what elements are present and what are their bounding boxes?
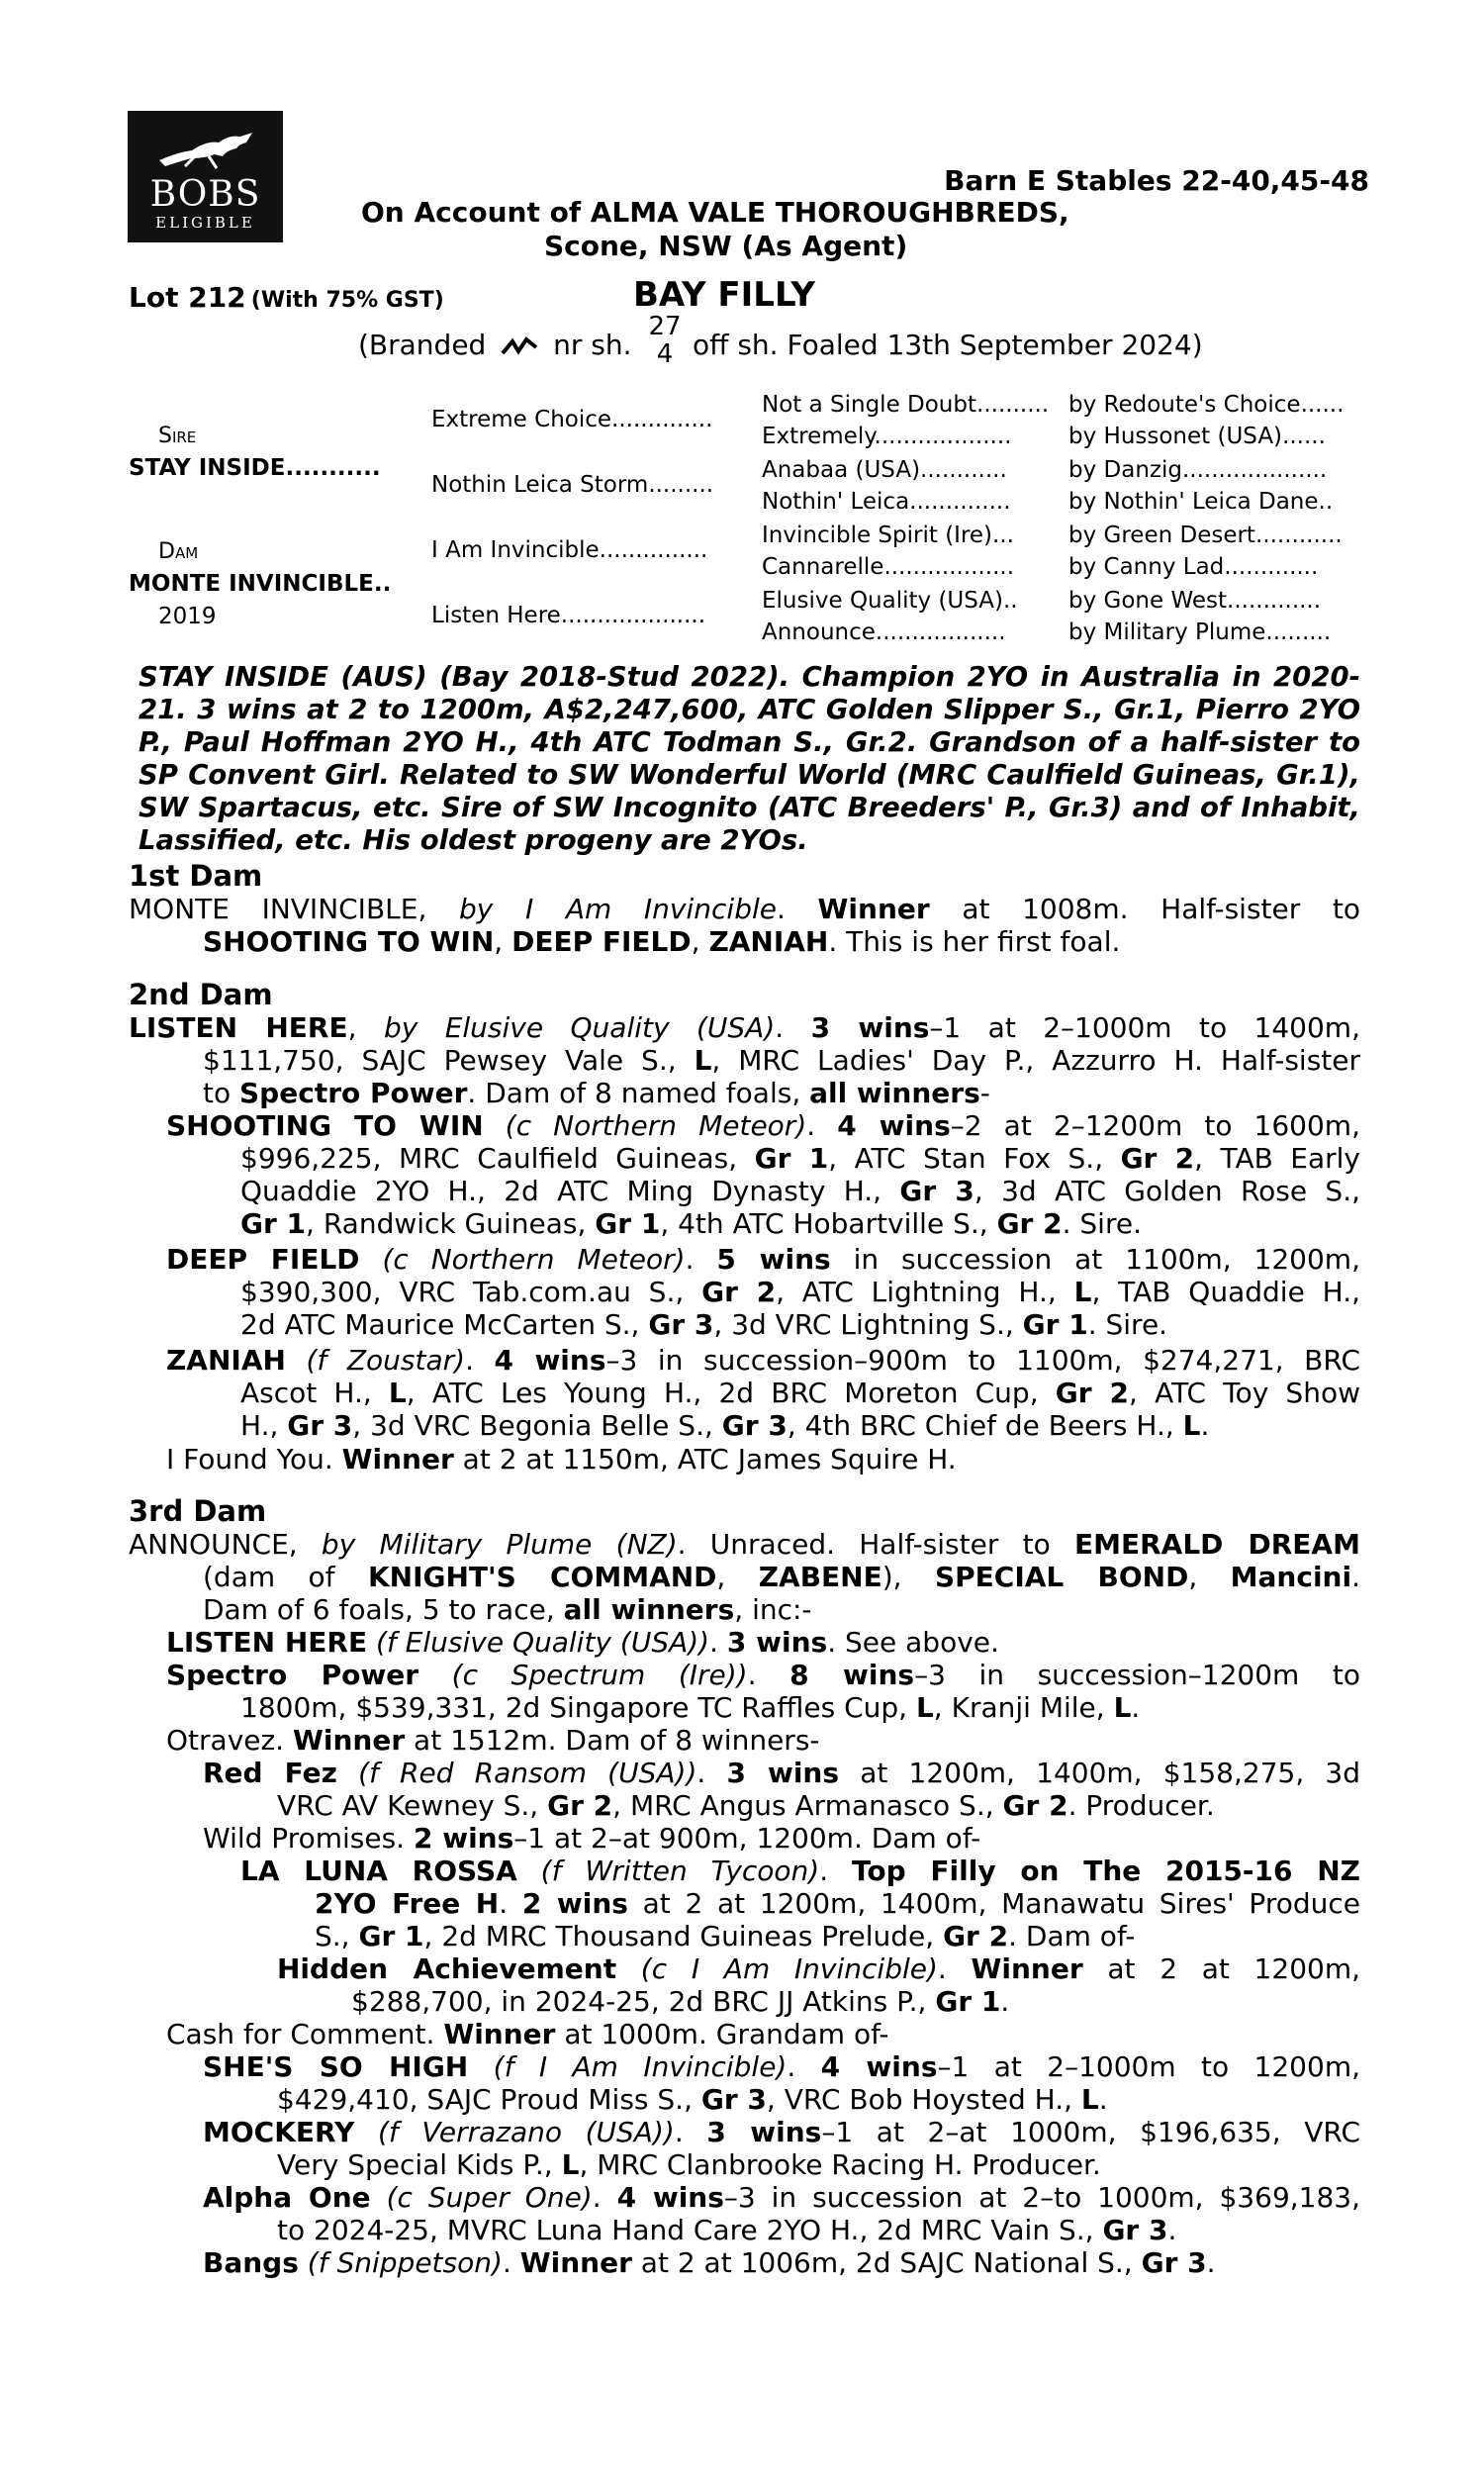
text-run: Winner bbox=[443, 2018, 556, 2050]
text-run: . bbox=[776, 893, 818, 925]
gen3-by-3: by Danzig.................... bbox=[1068, 457, 1328, 483]
text-run: , ATC Les Young H., 2d BRC Moreton Cup, bbox=[406, 1377, 1056, 1409]
text-run: 2 wins bbox=[521, 1887, 628, 1920]
gen3-by-6: by Canny Lad............. bbox=[1068, 554, 1319, 580]
account-line-1: On Account of ALMA VALE THOROUGHBREDS, bbox=[361, 196, 1069, 229]
text-run: DEEP FIELD bbox=[511, 925, 692, 958]
shooting-line-1 bbox=[166, 1109, 1360, 1142]
text-run: , bbox=[1188, 1561, 1231, 1593]
text-run: 4 wins bbox=[616, 2181, 724, 2214]
text-run: DEEP FIELD bbox=[166, 1243, 360, 1276]
dam1-line-2 bbox=[203, 925, 1120, 958]
gen3-name-1: Not a Single Doubt.......... bbox=[762, 392, 1050, 418]
text-run: . bbox=[685, 1243, 717, 1276]
foal-year: 2019 bbox=[158, 604, 217, 629]
text-run: –1 at 2–at 1000m, $196,635, VRC bbox=[821, 2116, 1360, 2148]
text-run: (f Zoustar) bbox=[285, 1344, 466, 1377]
gen3-by-8-text: by Military Plume bbox=[1068, 619, 1266, 645]
text-run: Cash for Comment. bbox=[166, 2018, 444, 2050]
text-run: by I Am Invincible bbox=[458, 893, 777, 925]
gen2-4: Listen Here.................... bbox=[431, 603, 706, 628]
text-run: Gr 2 bbox=[1120, 1142, 1195, 1175]
text-run: Winner bbox=[292, 1724, 406, 1757]
text-run: MOCKERY bbox=[203, 2116, 355, 2148]
text-run: . bbox=[1351, 1561, 1360, 1593]
horse-icon bbox=[157, 131, 256, 170]
text-run: Spectro Power bbox=[166, 1659, 419, 1691]
text-run: 2 wins bbox=[413, 1822, 514, 1855]
text-run: all winners bbox=[809, 1077, 980, 1109]
bangs-line bbox=[203, 2246, 1216, 2279]
text-run: , 3d VRC Lightning S., bbox=[713, 1308, 1023, 1341]
text-run: . bbox=[465, 1344, 495, 1377]
lot-line bbox=[129, 281, 444, 314]
mockery-line-2 bbox=[277, 2148, 1101, 2181]
gen3-by-2-text: by Hussonet (USA) bbox=[1068, 424, 1283, 449]
text-run: . bbox=[937, 1952, 972, 1985]
text-run: . bbox=[696, 1757, 727, 1789]
text-run: . bbox=[1167, 2214, 1177, 2246]
text-run: (f Written Tycoon) bbox=[516, 1855, 820, 1887]
gen3-8: Announce bbox=[762, 619, 876, 645]
text-run: Alpha One bbox=[203, 2181, 371, 2214]
text-run: L bbox=[694, 1044, 712, 1077]
text-run: Gr 3 bbox=[287, 1409, 353, 1442]
brand-mark-icon bbox=[501, 335, 538, 357]
text-run: –1 at 2–1000m to 1200m, bbox=[937, 2050, 1360, 2083]
gen3-3: Anabaa (USA) bbox=[762, 457, 921, 483]
text-run: , MRC Ladies' Day P., Azzurro H. Half-sister bbox=[711, 1044, 1360, 1077]
gen3-4: Nothin' Leica bbox=[762, 489, 910, 515]
dam2-line-3 bbox=[203, 1077, 990, 1109]
text-run: Gr 1 bbox=[754, 1142, 829, 1175]
text-run: , 4th ATC Hobartville S., bbox=[660, 1207, 997, 1240]
text-run: (f Elusive Quality (USA)) bbox=[367, 1626, 710, 1659]
dam2-line-2 bbox=[203, 1044, 1360, 1077]
text-run: Gr 3 bbox=[899, 1175, 974, 1207]
text-run: ZANIAH bbox=[708, 925, 829, 958]
gen3-by-1-text: by Redoute's Choice bbox=[1068, 392, 1301, 418]
text-run: . Dam of- bbox=[1008, 1920, 1136, 1952]
text-run: , Kranji Mile, bbox=[933, 1691, 1114, 1724]
text-run: Gr 1 bbox=[358, 1920, 424, 1952]
text-run: , bbox=[716, 1561, 759, 1593]
text-run: SHE'S SO HIGH bbox=[203, 2050, 469, 2083]
brand-number bbox=[647, 313, 683, 368]
dam3-line-1 bbox=[129, 1528, 1360, 1561]
text-run: , bbox=[494, 925, 512, 958]
listenhere-line bbox=[166, 1626, 999, 1659]
wildpromises-line bbox=[203, 1822, 980, 1855]
brand-pre: (Branded bbox=[358, 329, 487, 361]
deepfield-line-2 bbox=[240, 1276, 1360, 1308]
text-run: Red Fez bbox=[203, 1757, 337, 1789]
text-run: to 2024-25, MVRC Luna Hand Care 2YO H., 2d MRC Vain S., bbox=[277, 2214, 1103, 2246]
gen2-4-name: Listen Here bbox=[431, 603, 561, 628]
gen2-3-name: I Am Invincible bbox=[431, 537, 600, 563]
text-run: KNIGHT'S COMMAND bbox=[367, 1561, 717, 1593]
text-run: to bbox=[203, 1077, 240, 1109]
text-run: by Military Plume (NZ) bbox=[321, 1528, 678, 1561]
text-run: , ATC Toy Show bbox=[1129, 1377, 1360, 1409]
text-run: Gr 1 bbox=[240, 1207, 307, 1240]
text-run: L bbox=[915, 1691, 934, 1724]
text-run: SPECIAL BOND bbox=[934, 1561, 1189, 1593]
gen3-by-4: by Nothin' Leica Dane.. bbox=[1068, 489, 1334, 515]
shooting-line-4 bbox=[240, 1207, 1142, 1240]
text-run: . bbox=[1206, 2246, 1216, 2279]
text-run: at 2 at 1006m, 2d SAJC National S., bbox=[631, 2246, 1142, 2279]
text-run: , ATC Lightning H., bbox=[776, 1276, 1074, 1308]
redfez-line-2 bbox=[277, 1789, 1215, 1822]
heading-2nd-dam: 2nd Dam bbox=[129, 978, 273, 1011]
gen3-by-5-text: by Green Desert bbox=[1068, 523, 1255, 548]
text-run: , bbox=[347, 1011, 384, 1044]
text-run: SHOOTING TO WIN bbox=[166, 1109, 484, 1142]
hidden-line-2 bbox=[351, 1985, 1009, 2018]
text-run: L bbox=[388, 1377, 407, 1409]
spectro-line-2 bbox=[240, 1691, 1140, 1724]
heading-1st-dam: 1st Dam bbox=[129, 859, 263, 893]
text-run: L bbox=[1080, 2083, 1099, 2116]
deepfield-line-1 bbox=[166, 1243, 1360, 1276]
horse-title: BAY FILLY bbox=[633, 275, 815, 315]
text-run: , MRC Angus Armanasco S., bbox=[612, 1789, 1003, 1822]
text-run: , 2d MRC Thousand Guineas Prelude, bbox=[423, 1920, 944, 1952]
dam3-line-2 bbox=[203, 1561, 1360, 1593]
text-run: $996,225, MRC Caulfield Guineas, bbox=[240, 1142, 755, 1175]
text-run: . See above. bbox=[827, 1626, 999, 1659]
text-run: Gr 2 bbox=[1055, 1377, 1130, 1409]
text-run: . bbox=[806, 1109, 838, 1142]
text-run: 4 wins bbox=[837, 1109, 951, 1142]
brand-num-bottom: 4 bbox=[656, 339, 674, 369]
text-run: 8 wins bbox=[789, 1659, 915, 1691]
gen3-name-8: Announce.................. bbox=[762, 619, 1006, 645]
text-run: 3 wins bbox=[726, 1626, 828, 1659]
text-run: , MRC Clanbrooke Racing H. Producer. bbox=[579, 2148, 1101, 2181]
text-run: , bbox=[691, 925, 709, 958]
text-run: L bbox=[1073, 1276, 1092, 1308]
text-run: . Producer. bbox=[1067, 1789, 1215, 1822]
text-run: Dam of 6 foals, 5 to race, bbox=[203, 1593, 564, 1626]
text-run: Very Special Kids P., bbox=[277, 2148, 562, 2181]
text-run: Bangs bbox=[203, 2246, 299, 2279]
alphaone-line-2 bbox=[277, 2214, 1176, 2246]
text-run: $429,410, SAJC Proud Miss S., bbox=[277, 2083, 701, 2116]
text-run: by Elusive Quality (USA) bbox=[383, 1011, 776, 1044]
text-run: . Unraced. Half-sister to bbox=[677, 1528, 1074, 1561]
gen3-by-8: by Military Plume......... bbox=[1068, 619, 1332, 645]
text-run: MONTE INVINCIBLE, bbox=[129, 893, 427, 925]
text-run: . Sire. bbox=[1087, 1308, 1168, 1341]
text-run: 3 wins bbox=[706, 2116, 822, 2148]
dam3-line-3 bbox=[203, 1593, 812, 1626]
text-run: , 3d ATC Golden Rose S., bbox=[974, 1175, 1361, 1207]
text-run: 3 wins bbox=[810, 1011, 930, 1044]
text-run: EMERALD DREAM bbox=[1073, 1528, 1360, 1561]
text-run: , 3d VRC Begonia Belle S., bbox=[352, 1409, 722, 1442]
text-run: . bbox=[1200, 1409, 1210, 1442]
text-run: Quaddie 2YO H., 2d ATC Ming Dynasty H., bbox=[240, 1175, 900, 1207]
gen2-2: Nothin Leica Storm......... bbox=[431, 472, 714, 498]
gen3-by-4-text: by Nothin' Leica Dane bbox=[1068, 489, 1319, 515]
gen2-2-name: Nothin Leica Storm bbox=[431, 472, 649, 498]
text-run: Gr 3 bbox=[721, 1409, 788, 1442]
text-run: LA LUNA ROSSA bbox=[240, 1855, 517, 1887]
text-run: . bbox=[709, 1626, 727, 1659]
text-run: 4 wins bbox=[494, 1344, 606, 1377]
text-run: (f Snippetson) bbox=[298, 2246, 503, 2279]
shooting-line-2 bbox=[240, 1142, 1360, 1175]
text-run: –3 in succession at 2–to 1000m, $369,183, bbox=[723, 2181, 1360, 2214]
account-line-2: Scone, NSW (As Agent) bbox=[544, 230, 908, 262]
gen3-name-6: Cannarelle.................. bbox=[762, 554, 1015, 580]
text-run: . Dam of 8 named foals, bbox=[467, 1077, 810, 1109]
text-run: L bbox=[561, 2148, 580, 2181]
hidden-line-1 bbox=[277, 1952, 1360, 1985]
text-run: . bbox=[747, 1659, 790, 1691]
shessohigh-line-1 bbox=[203, 2050, 1360, 2083]
shooting-line-3 bbox=[240, 1175, 1360, 1207]
text-run: . bbox=[502, 2246, 520, 2279]
text-run: . This is her first foal. bbox=[828, 925, 1121, 958]
text-run: at 1008m. Half-sister to bbox=[929, 893, 1360, 925]
text-run: Spectro Power bbox=[239, 1077, 468, 1109]
gen3-by-5: by Green Desert............ bbox=[1068, 523, 1343, 548]
text-run: H., bbox=[240, 1409, 288, 1442]
text-run: Gr 1 bbox=[595, 1207, 661, 1240]
gen3-by-3-text: by Danzig bbox=[1068, 457, 1182, 483]
text-run: SHOOTING TO WIN bbox=[203, 925, 495, 958]
text-run: L bbox=[1113, 1691, 1132, 1724]
barn-stables: Barn E Stables 22-40,45-48 bbox=[944, 164, 1369, 197]
gen3-by-2: by Hussonet (USA)...... bbox=[1068, 424, 1326, 449]
text-run: Winner bbox=[817, 893, 930, 925]
gen3-7: Elusive Quality (USA) bbox=[762, 588, 1003, 614]
text-run: in succession at 1100m, 1200m, bbox=[830, 1243, 1360, 1276]
gen3-name-7: Elusive Quality (USA).. bbox=[762, 588, 1018, 614]
text-run: I Found You. bbox=[166, 1443, 342, 1475]
cashforcomment-line bbox=[166, 2018, 889, 2050]
text-run: (c Northern Meteor) bbox=[359, 1243, 686, 1276]
lot-gst: (With 75% GST) bbox=[250, 288, 444, 313]
gen3-name-3: Anabaa (USA)............ bbox=[762, 457, 1007, 483]
text-run: (c Super One) bbox=[370, 2181, 593, 2214]
gen2-1: Extreme Choice.............. bbox=[431, 407, 713, 432]
text-run: , Randwick Guineas, bbox=[306, 1207, 596, 1240]
dam2-line-1 bbox=[129, 1011, 1360, 1044]
text-run: (dam of bbox=[203, 1561, 368, 1593]
gen3-6: Cannarelle bbox=[762, 554, 884, 580]
text-run: . Sire. bbox=[1062, 1207, 1142, 1240]
logo-subtext: ELIGIBLE bbox=[155, 214, 255, 232]
bobs-eligible-logo bbox=[128, 111, 283, 242]
text-run: , inc:- bbox=[734, 1593, 812, 1626]
text-run: S., bbox=[315, 1920, 359, 1952]
gen3-by-7: by Gone West............. bbox=[1068, 588, 1322, 614]
text-run: at 1000m. Grandam of- bbox=[555, 2018, 889, 2050]
text-run: VRC AV Kewney S., bbox=[277, 1789, 548, 1822]
text-run: ZANIAH bbox=[166, 1344, 286, 1377]
text-run: Gr 3 bbox=[648, 1308, 714, 1341]
text-run: $288,700, in 2024-25, 2d BRC JJ Atkins P., bbox=[351, 1985, 936, 2018]
text-run: LISTEN HERE bbox=[166, 1626, 368, 1659]
text-run: all winners bbox=[563, 1593, 735, 1626]
text-run: (f I Am Invincible) bbox=[468, 2050, 788, 2083]
lalunarossa-line-1 bbox=[240, 1855, 1360, 1887]
text-run: Gr 3 bbox=[1102, 2214, 1168, 2246]
text-run: . bbox=[787, 2050, 821, 2083]
text-run: Gr 3 bbox=[700, 2083, 767, 2116]
text-run: - bbox=[979, 1077, 990, 1109]
text-run: Hidden Achievement bbox=[277, 1952, 617, 1985]
alphaone-line-1 bbox=[203, 2181, 1360, 2214]
text-run: –1 at 2–1000m to 1400m, bbox=[929, 1011, 1360, 1044]
dam1-line-1 bbox=[129, 893, 1360, 925]
heading-3rd-dam: 3rd Dam bbox=[129, 1494, 267, 1528]
dam-name: MONTE INVINCIBLE.. bbox=[129, 571, 392, 597]
zaniah-line-3 bbox=[240, 1409, 1209, 1442]
text-run: Top Filly on The 2015-16 NZ bbox=[852, 1855, 1360, 1887]
text-run: Mancini bbox=[1230, 1561, 1352, 1593]
mockery-line-1 bbox=[203, 2116, 1360, 2148]
redfez-line-1 bbox=[203, 1757, 1360, 1789]
text-run: 3 wins bbox=[726, 1757, 840, 1789]
otravez-line bbox=[166, 1724, 820, 1757]
text-run: (f Verrazano (USA)) bbox=[354, 2116, 675, 2148]
text-run: –3 in succession–900m to 1100m, $274,271, BRC bbox=[605, 1344, 1360, 1377]
gen2-3: I Am Invincible............... bbox=[431, 537, 708, 563]
text-run: Gr 1 bbox=[1022, 1308, 1088, 1341]
text-run: (c I Am Invincible) bbox=[616, 1952, 938, 1985]
text-run: Otravez. bbox=[166, 1724, 293, 1757]
text-run: , 4th BRC Chief de Beers H., bbox=[787, 1409, 1183, 1442]
text-run: at 2 at 1200m, 1400m, Manawatu Sires' Produce bbox=[627, 1887, 1360, 1920]
gen3-5: Invincible Spirit (Ire) bbox=[762, 523, 993, 548]
lalunarossa-line-3 bbox=[315, 1920, 1135, 1952]
brand-post: off sh. Foaled 13th September 2024) bbox=[693, 329, 1203, 361]
text-run: (f Red Ransom (USA)) bbox=[336, 1757, 697, 1789]
gen3-by-6-text: by Canny Lad bbox=[1068, 554, 1225, 580]
text-run: Gr 2 bbox=[943, 1920, 1009, 1952]
text-run: . bbox=[674, 2116, 707, 2148]
shessohigh-line-2 bbox=[277, 2083, 1108, 2116]
gen2-1-name: Extreme Choice bbox=[431, 407, 612, 432]
gen3-name-5: Invincible Spirit (Ire)... bbox=[762, 523, 1014, 548]
sire-name-text: STAY INSIDE bbox=[129, 455, 286, 481]
text-run: Winner bbox=[971, 1952, 1083, 1985]
deepfield-line-3 bbox=[240, 1308, 1167, 1341]
text-run: $390,300, VRC Tab.com.au S., bbox=[240, 1276, 702, 1308]
text-run: . bbox=[819, 1855, 853, 1887]
text-run: $111,750, SAJC Pewsey Vale S., bbox=[203, 1044, 695, 1077]
dam-label: Dam bbox=[158, 539, 199, 564]
text-run: Gr 1 bbox=[935, 1985, 1001, 2018]
text-run: Wild Promises. bbox=[203, 1822, 414, 1855]
text-run: . bbox=[775, 1011, 811, 1044]
text-run: Ascot H., bbox=[240, 1377, 389, 1409]
text-run: ), bbox=[881, 1561, 935, 1593]
text-run: 1800m, $539,331, 2d Singapore TC Raffles Cup, bbox=[240, 1691, 916, 1724]
lot-number: Lot 212 bbox=[129, 281, 246, 314]
text-run: (c Spectrum (Ire)) bbox=[418, 1659, 748, 1691]
logo-text: BOBS bbox=[149, 174, 261, 215]
text-run: , TAB Early bbox=[1194, 1142, 1360, 1175]
text-run: , ATC Stan Fox S., bbox=[828, 1142, 1121, 1175]
branding-line bbox=[358, 329, 632, 361]
sire-description: STAY INSIDE (AUS) (Bay 2018-Stud 2022). Champion 2YO in Australia in 2020-21. 3 wins at 2 to 1200m, A$2,247,600, ATC Golden Slipper S., Gr.1, Pierro 2YO P., Paul Hoffman 2YO H., 4th ATC Todman S., Gr.2. Grandson of a half-sister to SP Convent Girl. Related to SW Wonderful World (MRC Caulfield Guineas, Gr.1), SW Spartacus, etc. Sire of SW Incognito (ATC Breeders' P., Gr.3) and of Inhabit, Lassified, etc. His oldest progeny are 2YOs. bbox=[139, 661, 1360, 856]
text-run: at 2 at 1200m, bbox=[1082, 1952, 1360, 1985]
gen3-name-4: Nothin' Leica.............. bbox=[762, 489, 1011, 515]
gen3-2: Extremely bbox=[762, 424, 875, 449]
text-run: Gr 2 bbox=[701, 1276, 777, 1308]
text-run: , VRC Bob Hoysted H., bbox=[766, 2083, 1081, 2116]
text-run: 4 wins bbox=[820, 2050, 938, 2083]
text-run: , TAB Quaddie H., bbox=[1091, 1276, 1360, 1308]
gen3-name-2: Extremely................... bbox=[762, 424, 1012, 449]
text-run: 2d ATC Maurice McCarten S., bbox=[240, 1308, 649, 1341]
text-run: Winner bbox=[519, 2246, 632, 2279]
zaniah-line-2 bbox=[240, 1377, 1360, 1409]
spectro-line-1 bbox=[166, 1659, 1360, 1691]
text-run: . bbox=[1000, 1985, 1010, 2018]
brand-near: nr sh. bbox=[553, 329, 632, 361]
text-run: Gr 2 bbox=[996, 1207, 1063, 1240]
text-run: (c Northern Meteor) bbox=[483, 1109, 807, 1142]
text-run: . bbox=[592, 2181, 617, 2214]
text-run: at 2 at 1150m, ATC James Squire H. bbox=[453, 1443, 957, 1475]
text-run: . bbox=[499, 1887, 522, 1920]
text-run: ANNOUNCE, bbox=[129, 1528, 322, 1561]
text-run: Gr 2 bbox=[1002, 1789, 1068, 1822]
text-run: . bbox=[1131, 1691, 1141, 1724]
lalunarossa-line-2 bbox=[315, 1887, 1360, 1920]
text-run: Winner bbox=[341, 1443, 454, 1475]
text-run: –3 in succession–1200m to bbox=[914, 1659, 1360, 1691]
gen3-by-7-text: by Gone West bbox=[1068, 588, 1228, 614]
gen3-by-1: by Redoute's Choice...... bbox=[1068, 392, 1345, 418]
text-run: L bbox=[1182, 1409, 1201, 1442]
text-run: LISTEN HERE bbox=[129, 1011, 348, 1044]
zaniah-line-1 bbox=[166, 1344, 1360, 1377]
text-run: at 1200m, 1400m, $158,275, 3d bbox=[839, 1757, 1361, 1789]
text-run: –1 at 2–at 900m, 1200m. Dam of- bbox=[513, 1822, 981, 1855]
sire-name: STAY INSIDE........... bbox=[129, 455, 381, 481]
text-run: Gr 3 bbox=[1141, 2246, 1207, 2279]
text-run: –2 at 2–1200m to 1600m, bbox=[950, 1109, 1360, 1142]
text-run: . bbox=[1098, 2083, 1108, 2116]
dam-name-text: MONTE INVINCIBLE bbox=[129, 571, 374, 597]
text-run: Gr 2 bbox=[547, 1789, 613, 1822]
ifoundyou-line bbox=[166, 1443, 957, 1475]
sire-label: Sire bbox=[158, 424, 197, 448]
text-run: ZABENE bbox=[758, 1561, 882, 1593]
text-run: 5 wins bbox=[716, 1243, 831, 1276]
brand-num-top: 27 bbox=[648, 312, 682, 341]
text-run: at 1512m. Dam of 8 winners- bbox=[405, 1724, 820, 1757]
text-run: 2YO Free H bbox=[315, 1887, 500, 1920]
gen3-1: Not a Single Doubt bbox=[762, 392, 977, 418]
